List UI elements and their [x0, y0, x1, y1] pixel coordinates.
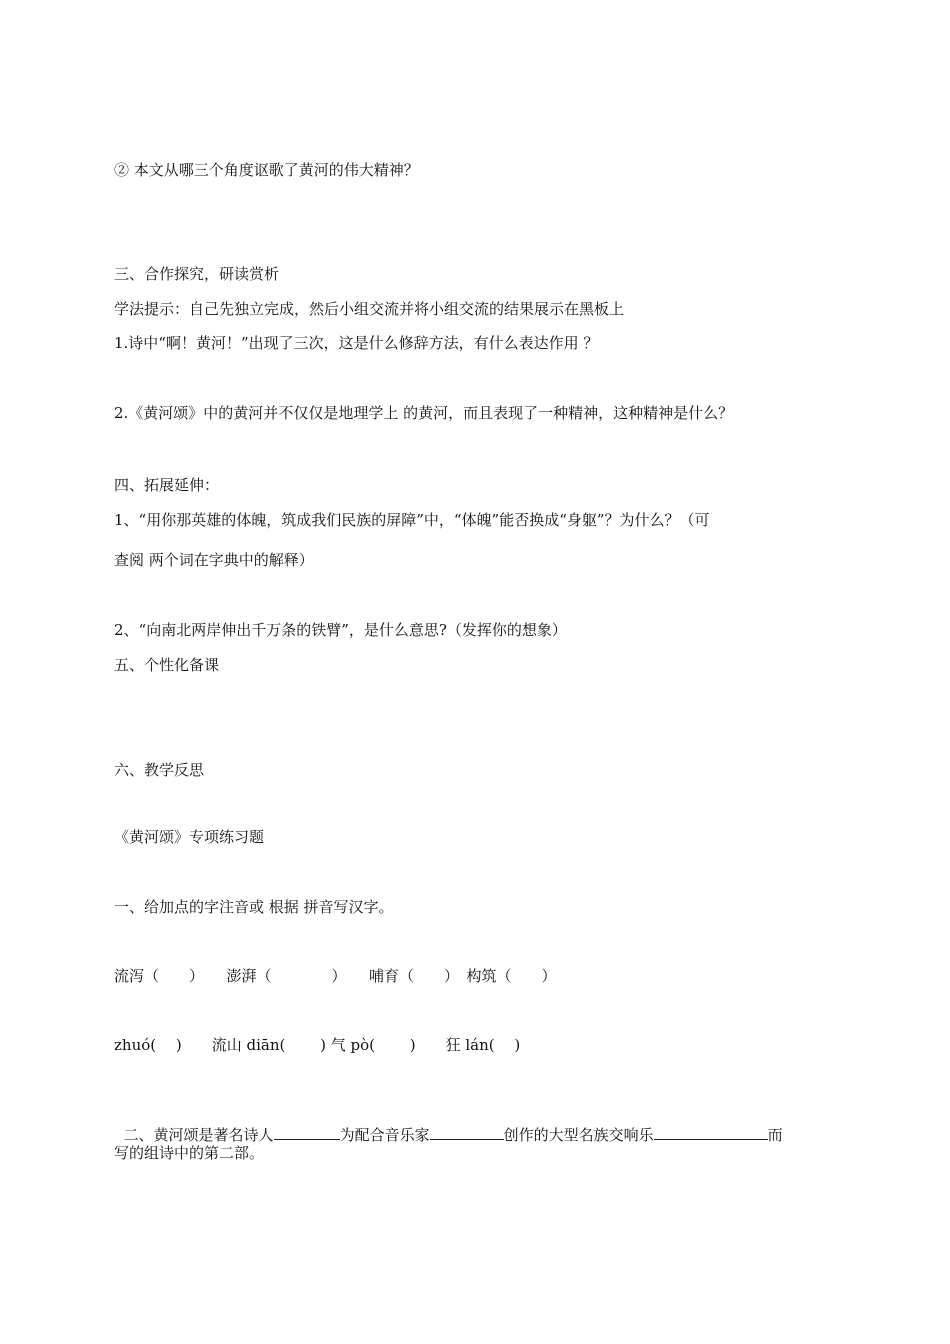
fill-text-2: 为配合音乐家: [339, 1126, 430, 1144]
section-4-question-2: 2、“向南北两岸伸出千万条的铁臂”，是什么意思?（发挥你的想象）: [114, 621, 567, 639]
composer-blank[interactable]: [430, 1125, 504, 1140]
fill-text-1: 二、黄河颂是著名诗人: [123, 1126, 274, 1144]
section-4-heading: 四、拓展延伸：: [114, 476, 220, 494]
symphony-blank[interactable]: [654, 1125, 768, 1140]
section-5-heading: 五、个性化备课: [114, 656, 220, 674]
poet-blank[interactable]: [274, 1125, 340, 1140]
fill-in-question-line-2: 写的组诗中的第二部。: [114, 1144, 265, 1162]
section-3-question-1: 1.诗中“啊！黄河！”出现了三次，这是什么修辞方法，有什么表达作用 ？: [114, 334, 599, 352]
section-4-question-1-line-1: 1、“用你那英雄的体魄，筑成我们民族的屏障”中，“体魄”能否换成“身躯”？为什么？（可: [114, 511, 710, 529]
section-6-heading: 六、教学反思: [114, 761, 205, 779]
question-2: ② 本文从哪三个角度讴歌了黄河的伟大精神？: [114, 161, 419, 179]
exercise-title: 《黄河颂》专项练习题: [114, 828, 265, 846]
pinyin-row-1: 流泻（ ） 澎湃（ ） 哺育（ ） 构筑（ ）: [114, 967, 557, 985]
section-4-question-1-line-2: 查阅 两个词在字典中的解释）: [114, 551, 314, 569]
pinyin-row-2: zhuó( ) 流山 diān( ) 气 pò( ) 狂 lán( ): [114, 1036, 521, 1054]
fill-text-4: 而: [767, 1126, 783, 1144]
section-3-heading: 三、合作探究，研读赏析: [114, 265, 280, 283]
fill-in-question: [114, 1105, 783, 1145]
fill-text-3: 创作的大型名族交响乐: [503, 1126, 654, 1144]
exercise-1-heading: 一、给加点的字注音或 根据 拼音写汉字。: [114, 898, 394, 916]
section-3-hint: 学法提示：自己先独立完成，然后小组交流并将小组交流的结果展示在黑板上: [114, 300, 625, 318]
section-3-question-2: 2.《黄河颂》中的黄河并不仅仅是地理学上 的黄河，而且表现了一种精神，这种精神是什么？: [114, 404, 734, 422]
